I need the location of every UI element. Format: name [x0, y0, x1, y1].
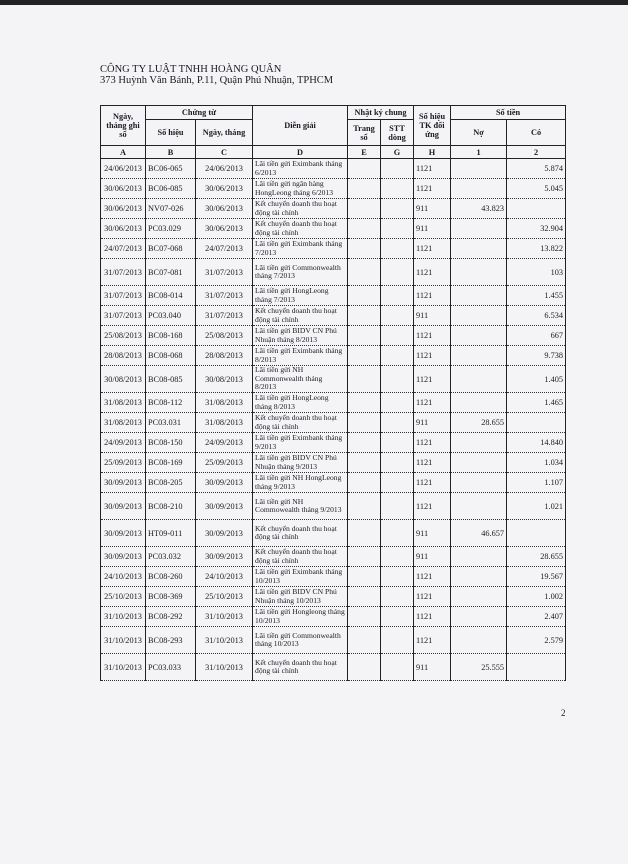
column-letter: 2	[507, 146, 566, 159]
table-row	[101, 346, 566, 366]
credit-amount: 1.465	[507, 393, 566, 413]
entry-date: 31/10/2013	[101, 654, 146, 681]
journal-line	[381, 627, 414, 654]
header-voucher-no: Số hiệu	[146, 120, 196, 146]
contra-account: 1121	[414, 239, 451, 259]
description: Lãi tiền gửi BIDV CN Phú Nhuận tháng 8/2013	[253, 326, 348, 346]
journal-page	[348, 654, 381, 681]
description: Lãi tiền gửi Eximbank tháng 8/2013	[253, 346, 348, 366]
contra-account: 1121	[414, 366, 451, 393]
description: Kết chuyển doanh thu hoạt động tài chính	[253, 306, 348, 326]
credit-amount: 5.045	[507, 179, 566, 199]
column-letter: C	[196, 146, 253, 159]
voucher-number: BC08-292	[146, 607, 196, 627]
journal-page	[348, 520, 381, 547]
journal-page	[348, 346, 381, 366]
journal-line	[381, 654, 414, 681]
description: Lãi tiền gửi NH HongLeong tháng 9/2013	[253, 473, 348, 493]
debit-amount: 25.555	[451, 654, 507, 681]
voucher-date: 25/08/2013	[196, 326, 253, 346]
contra-account: 911	[414, 413, 451, 433]
journal-line	[381, 607, 414, 627]
credit-amount	[507, 199, 566, 219]
contra-account: 1121	[414, 607, 451, 627]
journal-line	[381, 286, 414, 306]
table-row	[101, 159, 566, 179]
debit-amount	[451, 393, 507, 413]
description: Lãi tiền gửi NH Commonwealth tháng 8/2013	[253, 366, 348, 393]
entry-date: 31/08/2013	[101, 393, 146, 413]
credit-amount: 5.874	[507, 159, 566, 179]
entry-date: 31/07/2013	[101, 286, 146, 306]
voucher-number: BC08-150	[146, 433, 196, 453]
voucher-date: 31/10/2013	[196, 627, 253, 654]
debit-amount	[451, 286, 507, 306]
contra-account: 1121	[414, 567, 451, 587]
description: Kết chuyển doanh thu hoạt động tài chính	[253, 547, 348, 567]
debit-amount	[451, 627, 507, 654]
voucher-date: 30/06/2013	[196, 199, 253, 219]
credit-amount	[507, 413, 566, 433]
voucher-date: 30/06/2013	[196, 179, 253, 199]
debit-amount	[451, 366, 507, 393]
header-journal: Nhật ký chung	[348, 106, 414, 120]
table-row	[101, 413, 566, 433]
voucher-number: PC03.040	[146, 306, 196, 326]
debit-amount	[451, 239, 507, 259]
column-letter: H	[414, 146, 451, 159]
contra-account: 1121	[414, 346, 451, 366]
voucher-number: BC08-014	[146, 286, 196, 306]
credit-amount: 1.405	[507, 366, 566, 393]
debit-amount	[451, 159, 507, 179]
journal-line	[381, 306, 414, 326]
journal-line	[381, 326, 414, 346]
voucher-date: 30/08/2013	[196, 366, 253, 393]
table-row	[101, 199, 566, 219]
credit-amount: 2.407	[507, 607, 566, 627]
entry-date: 30/06/2013	[101, 199, 146, 219]
debit-amount	[451, 567, 507, 587]
debit-amount: 28.655	[451, 413, 507, 433]
journal-line	[381, 366, 414, 393]
journal-line	[381, 393, 414, 413]
credit-amount: 9.738	[507, 346, 566, 366]
company-address: 373 Huỳnh Văn Bánh, P.11, Quận Phú Nhuận, TPHCM	[100, 75, 334, 86]
description: Lãi tiền gửi Commonwealth tháng 7/2013	[253, 259, 348, 286]
journal-page	[348, 453, 381, 473]
journal-line	[381, 567, 414, 587]
voucher-date: 30/09/2013	[196, 547, 253, 567]
credit-amount	[507, 654, 566, 681]
entry-date: 31/10/2013	[101, 627, 146, 654]
debit-amount	[451, 346, 507, 366]
column-letter-row	[101, 146, 566, 159]
voucher-number: BC06-085	[146, 179, 196, 199]
voucher-date: 30/09/2013	[196, 473, 253, 493]
table-row	[101, 567, 566, 587]
description: Lãi tiền gửi Eximbank tháng 6/2013	[253, 159, 348, 179]
table-row	[101, 179, 566, 199]
table-row	[101, 520, 566, 547]
debit-amount	[451, 493, 507, 520]
voucher-number: PC03.029	[146, 219, 196, 239]
table-row	[101, 259, 566, 286]
voucher-date: 31/08/2013	[196, 393, 253, 413]
description: Kết chuyển doanh thu hoạt động tài chính	[253, 219, 348, 239]
credit-amount: 2.579	[507, 627, 566, 654]
credit-amount: 32.904	[507, 219, 566, 239]
voucher-number: BC07-081	[146, 259, 196, 286]
voucher-date: 31/10/2013	[196, 654, 253, 681]
voucher-number: BC08-205	[146, 473, 196, 493]
column-letter: A	[101, 146, 146, 159]
journal-line	[381, 473, 414, 493]
voucher-date: 24/09/2013	[196, 433, 253, 453]
table-row	[101, 607, 566, 627]
contra-account: 911	[414, 547, 451, 567]
voucher-number: BC07-068	[146, 239, 196, 259]
journal-line	[381, 239, 414, 259]
journal-line	[381, 413, 414, 433]
debit-amount	[451, 547, 507, 567]
contra-account: 1121	[414, 179, 451, 199]
credit-amount: 13.822	[507, 239, 566, 259]
voucher-number: PC03.031	[146, 413, 196, 433]
debit-amount	[451, 473, 507, 493]
credit-amount: 1.002	[507, 587, 566, 607]
voucher-date: 30/06/2013	[196, 219, 253, 239]
column-letter: D	[253, 146, 348, 159]
voucher-date: 31/07/2013	[196, 306, 253, 326]
description: Kết chuyển doanh thu hoạt động tài chính	[253, 199, 348, 219]
header-description: Diễn giải	[253, 106, 348, 146]
entry-date: 24/09/2013	[101, 433, 146, 453]
voucher-number: HT09-011	[146, 520, 196, 547]
journal-page	[348, 259, 381, 286]
header-account: Số hiệu TK đối ứng	[414, 106, 451, 146]
voucher-number: BC08-169	[146, 453, 196, 473]
journal-page	[348, 627, 381, 654]
debit-amount	[451, 607, 507, 627]
scan-border	[0, 0, 628, 5]
voucher-date: 31/10/2013	[196, 607, 253, 627]
contra-account: 1121	[414, 493, 451, 520]
ledger-table	[100, 105, 566, 681]
entry-date: 30/09/2013	[101, 473, 146, 493]
debit-amount: 46.657	[451, 520, 507, 547]
table-row	[101, 219, 566, 239]
column-letter: 1	[451, 146, 507, 159]
entry-date: 31/07/2013	[101, 306, 146, 326]
voucher-date: 30/09/2013	[196, 493, 253, 520]
column-letter: E	[348, 146, 381, 159]
entry-date: 30/08/2013	[101, 366, 146, 393]
journal-page	[348, 199, 381, 219]
table-row	[101, 286, 566, 306]
entry-date: 24/06/2013	[101, 159, 146, 179]
description: Lãi tiền gửi HongLeong tháng 7/2013	[253, 286, 348, 306]
journal-line	[381, 259, 414, 286]
contra-account: 1121	[414, 587, 451, 607]
description: Lãi tiền gửi HongLeong tháng 8/2013	[253, 393, 348, 413]
table-row	[101, 306, 566, 326]
debit-amount	[451, 219, 507, 239]
voucher-date: 31/07/2013	[196, 259, 253, 286]
voucher-number: BC08-085	[146, 366, 196, 393]
table-row	[101, 453, 566, 473]
voucher-number: PC03.032	[146, 547, 196, 567]
voucher-number: BC08-293	[146, 627, 196, 654]
contra-account: 911	[414, 306, 451, 326]
header-page: Trang sổ	[348, 120, 381, 146]
contra-account: 911	[414, 520, 451, 547]
header-credit: Có	[507, 120, 566, 146]
journal-line	[381, 453, 414, 473]
journal-page	[348, 433, 381, 453]
journal-page	[348, 393, 381, 413]
table-row	[101, 587, 566, 607]
credit-amount: 667	[507, 326, 566, 346]
credit-amount: 19.567	[507, 567, 566, 587]
company-header	[100, 64, 333, 86]
voucher-number: BC08-210	[146, 493, 196, 520]
header-voucher: Chứng từ	[146, 106, 253, 120]
table-row	[101, 239, 566, 259]
journal-page	[348, 366, 381, 393]
entry-date: 31/08/2013	[101, 413, 146, 433]
entry-date: 31/10/2013	[101, 607, 146, 627]
entry-date: 30/09/2013	[101, 547, 146, 567]
header-date: Ngày, tháng ghi sổ	[101, 106, 146, 146]
description: Lãi tiền gửi Eximbank tháng 7/2013	[253, 239, 348, 259]
journal-line	[381, 587, 414, 607]
description: Lãi tiền gửi NH Commowealth tháng 9/2013	[253, 493, 348, 520]
journal-page	[348, 239, 381, 259]
credit-amount: 1.034	[507, 453, 566, 473]
journal-page	[348, 219, 381, 239]
debit-amount	[451, 259, 507, 286]
credit-amount: 28.655	[507, 547, 566, 567]
voucher-date: 31/08/2013	[196, 413, 253, 433]
entry-date: 24/10/2013	[101, 567, 146, 587]
debit-amount	[451, 326, 507, 346]
page-number: 2	[561, 708, 566, 718]
credit-amount: 1.455	[507, 286, 566, 306]
description: Kết chuyển doanh thu hoạt động tài chính	[253, 413, 348, 433]
entry-date: 31/07/2013	[101, 259, 146, 286]
description: Lãi tiền gửi Eximbank tháng 10/2013	[253, 567, 348, 587]
entry-date: 25/10/2013	[101, 587, 146, 607]
journal-line	[381, 493, 414, 520]
credit-amount: 1.107	[507, 473, 566, 493]
description: Lãi tiền gửi BIDV CN Phú Nhuận tháng 10/2013	[253, 587, 348, 607]
description: Kết chuyển doanh thu hoạt động tài chính	[253, 654, 348, 681]
journal-page	[348, 179, 381, 199]
voucher-date: 24/07/2013	[196, 239, 253, 259]
voucher-number: BC08-112	[146, 393, 196, 413]
voucher-number: BC08-369	[146, 587, 196, 607]
voucher-number: BC08-168	[146, 326, 196, 346]
journal-line	[381, 219, 414, 239]
voucher-date: 25/09/2013	[196, 453, 253, 473]
journal-line	[381, 433, 414, 453]
journal-line	[381, 346, 414, 366]
contra-account: 911	[414, 199, 451, 219]
table-row	[101, 654, 566, 681]
table-row	[101, 493, 566, 520]
table-row	[101, 326, 566, 346]
contra-account: 1121	[414, 326, 451, 346]
contra-account: 911	[414, 219, 451, 239]
voucher-date: 24/10/2013	[196, 567, 253, 587]
contra-account: 1121	[414, 393, 451, 413]
entry-date: 30/09/2013	[101, 493, 146, 520]
journal-page	[348, 587, 381, 607]
contra-account: 1121	[414, 453, 451, 473]
journal-page	[348, 413, 381, 433]
voucher-number: BC08-068	[146, 346, 196, 366]
entry-date: 25/08/2013	[101, 326, 146, 346]
journal-page	[348, 326, 381, 346]
journal-page	[348, 547, 381, 567]
debit-amount	[451, 453, 507, 473]
journal-page	[348, 493, 381, 520]
contra-account: 911	[414, 654, 451, 681]
voucher-number: BC06-065	[146, 159, 196, 179]
contra-account: 1121	[414, 627, 451, 654]
description: Lãi tiền gửi Commonwealth tháng 10/2013	[253, 627, 348, 654]
voucher-date: 25/10/2013	[196, 587, 253, 607]
header-line: STT dòng	[381, 120, 414, 146]
debit-amount: 43.823	[451, 199, 507, 219]
contra-account: 1121	[414, 259, 451, 286]
table-row	[101, 393, 566, 413]
journal-page	[348, 567, 381, 587]
debit-amount	[451, 179, 507, 199]
description: Lãi tiền gửi Eximbank tháng 9/2013	[253, 433, 348, 453]
debit-amount	[451, 587, 507, 607]
header-amount: Số tiền	[451, 106, 566, 120]
credit-amount: 14.840	[507, 433, 566, 453]
voucher-date: 24/06/2013	[196, 159, 253, 179]
description: Lãi tiền gửi BIDV CN Phú Nhuận tháng 9/2013	[253, 453, 348, 473]
debit-amount	[451, 433, 507, 453]
journal-line	[381, 199, 414, 219]
contra-account: 1121	[414, 433, 451, 453]
column-letter: G	[381, 146, 414, 159]
entry-date: 30/06/2013	[101, 219, 146, 239]
company-name: CÔNG TY LUẬT TNHH HOÀNG QUÂN	[100, 64, 282, 75]
journal-page	[348, 286, 381, 306]
credit-amount: 1.021	[507, 493, 566, 520]
table-row	[101, 366, 566, 393]
description: Kết chuyển doanh thu hoạt động tài chính	[253, 520, 348, 547]
entry-date: 28/08/2013	[101, 346, 146, 366]
journal-page	[348, 473, 381, 493]
journal-line	[381, 179, 414, 199]
contra-account: 1121	[414, 286, 451, 306]
entry-date: 25/09/2013	[101, 453, 146, 473]
journal-page	[348, 607, 381, 627]
journal-page	[348, 159, 381, 179]
voucher-date: 28/08/2013	[196, 346, 253, 366]
entry-date: 24/07/2013	[101, 239, 146, 259]
journal-line	[381, 520, 414, 547]
header-voucher-date: Ngày, tháng	[196, 120, 253, 146]
journal-line	[381, 547, 414, 567]
voucher-number: BC08-260	[146, 567, 196, 587]
journal-line	[381, 159, 414, 179]
journal-page	[348, 306, 381, 326]
contra-account: 1121	[414, 159, 451, 179]
contra-account: 1121	[414, 473, 451, 493]
voucher-date: 31/07/2013	[196, 286, 253, 306]
description: Lãi tiền gửi Hongleong tháng 10/2013	[253, 607, 348, 627]
table-row	[101, 547, 566, 567]
voucher-number: PC03.033	[146, 654, 196, 681]
column-letter: B	[146, 146, 196, 159]
voucher-number: NV07-026	[146, 199, 196, 219]
description: Lãi tiền gửi ngân hàng HongLeong tháng 6/2013	[253, 179, 348, 199]
credit-amount	[507, 520, 566, 547]
table-row	[101, 473, 566, 493]
voucher-date: 30/09/2013	[196, 520, 253, 547]
entry-date: 30/09/2013	[101, 520, 146, 547]
credit-amount: 6.534	[507, 306, 566, 326]
table-row	[101, 433, 566, 453]
debit-amount	[451, 306, 507, 326]
table-row	[101, 627, 566, 654]
credit-amount: 103	[507, 259, 566, 286]
entry-date: 30/06/2013	[101, 179, 146, 199]
header-debit: Nợ	[451, 120, 507, 146]
